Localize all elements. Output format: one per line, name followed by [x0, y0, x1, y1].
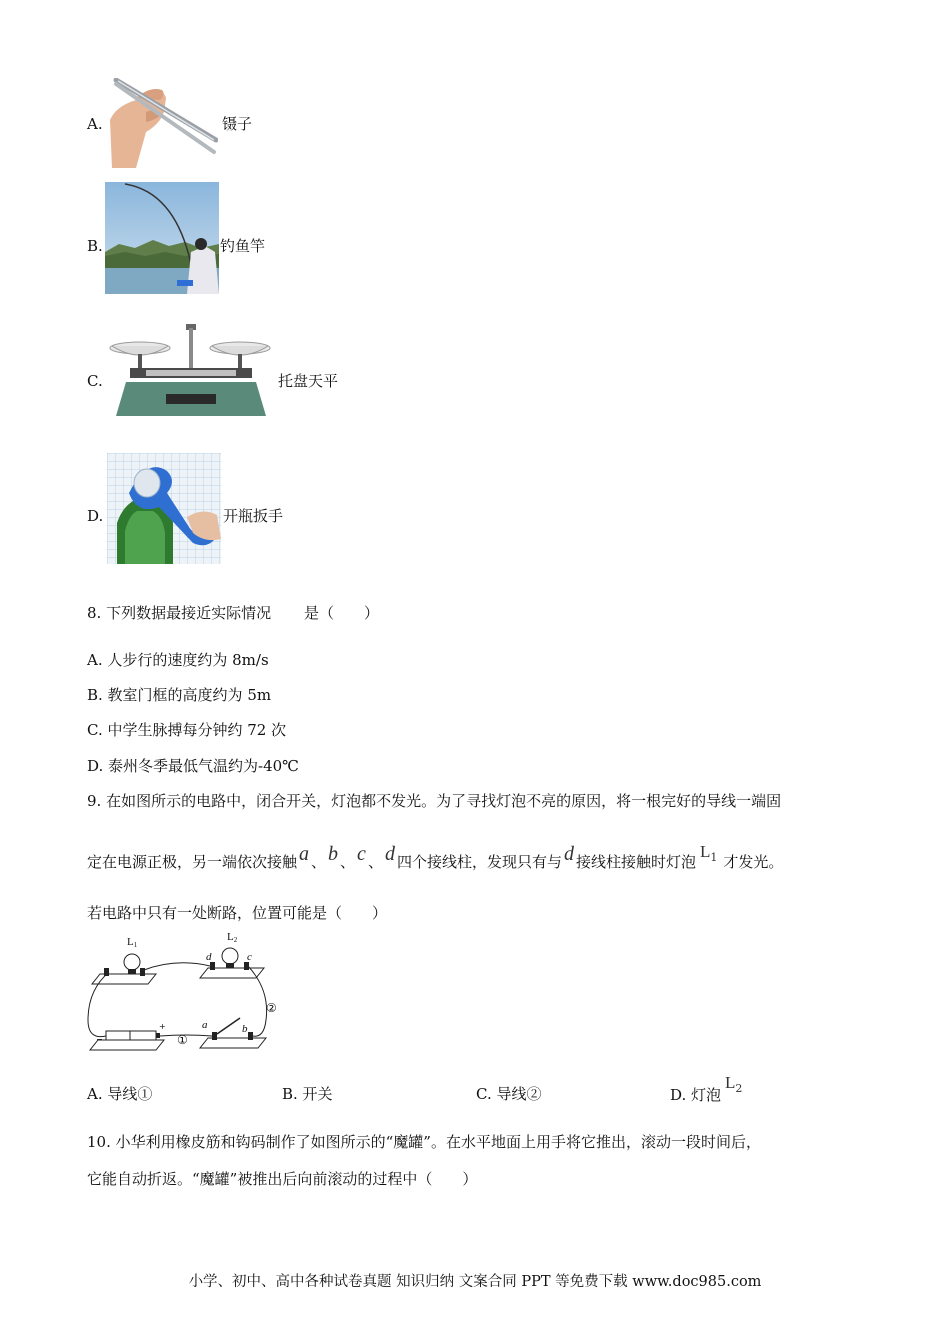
lamp-subscript: 2 — [735, 1082, 743, 1095]
svg-text:L2 — [227, 931, 238, 944]
wire-1-label: ① — [177, 1033, 188, 1047]
terminal-c-var: c — [357, 843, 366, 865]
terminal-a-label: a — [202, 1019, 208, 1031]
option-label: 镊子 — [222, 115, 253, 133]
option-d — [670, 1072, 742, 1106]
option-label: 钓鱼竿 — [220, 237, 266, 255]
question-stem-line1: 10. 小华利用橡皮筋和钩码制作了如图所示的“魔罐”。在水平地面上用手将它推出，滚动一段时间后， — [87, 1133, 761, 1151]
option-b: B. 开关 — [282, 1085, 333, 1103]
terminal-d-var: d — [563, 843, 574, 865]
option-letter: A. — [87, 115, 103, 133]
stem-text: 才发光。 — [723, 853, 784, 871]
circuit-diagram — [80, 930, 280, 1060]
l2-label: L — [227, 931, 234, 943]
lamp-subscript: 1 — [710, 851, 718, 864]
terminal-c-label: c — [247, 951, 252, 963]
separator: 、 — [340, 853, 356, 871]
balance-scale-image — [106, 322, 276, 417]
question-stem: 8. 下列数据最接近实际情况 — [87, 604, 272, 622]
stem-text: 四个接线柱，发现只有与 — [396, 853, 562, 871]
option-c: C. 导线② — [476, 1085, 542, 1103]
terminal-d-label: d — [206, 951, 212, 963]
option-label: 开瓶扳手 — [223, 507, 284, 525]
lamp-symbol: L — [725, 1073, 736, 1092]
terminal-b-var: b — [328, 843, 339, 865]
battery-positive-label: + — [159, 1022, 166, 1031]
page-footer: 小学、初中、高中各种试卷真题 知识归纳 文案合同 PPT 等免费下载 www.doc985.com — [188, 1274, 762, 1290]
option-a: A. 人步行的速度约为 8m/s — [87, 651, 269, 669]
battery-negative-label: − — [96, 1035, 103, 1044]
option-label: 托盘天平 — [278, 372, 339, 390]
separator: 、 — [311, 853, 327, 871]
option-d-text: D. 灯泡 — [670, 1086, 722, 1104]
lamp-symbol: L — [699, 842, 711, 861]
option-letter: C. — [87, 372, 103, 390]
question-stem-line3: 若电路中只有一处断路，位置可能是（ ） — [87, 904, 388, 922]
option-a: A. 导线① — [87, 1085, 153, 1103]
l1-subscript: 1 — [133, 941, 138, 949]
terminal-a-var: a — [299, 843, 310, 865]
terminal-d-var: d — [384, 843, 395, 865]
option-letter: D. — [87, 507, 104, 525]
terminal-b-label: b — [242, 1023, 248, 1035]
option-b: B. 教室门框的高度约为 5m — [87, 686, 272, 704]
stem-text: 定在电源正极，另一端依次接触 — [87, 853, 298, 871]
l1-label: L — [127, 936, 134, 948]
stem-text: 接线柱接触时灯泡 — [575, 853, 696, 871]
question-stem-end: 是（ ） — [304, 604, 380, 622]
option-letter: B. — [87, 237, 103, 255]
wire-2-label: ② — [266, 1001, 277, 1015]
fishing-rod-image — [105, 182, 219, 294]
question-stem-line2: 它能自动折返。“魔罐”被推出后向前滚动的过程中（ ） — [87, 1170, 478, 1188]
question-stem-line2 — [87, 844, 783, 878]
svg-text:L1 — [127, 936, 138, 949]
bottle-opener-image — [107, 453, 221, 564]
l2-subscript: 2 — [233, 936, 238, 944]
separator: 、 — [367, 853, 383, 871]
option-d: D. 泰州冬季最低气温约为-40℃ — [87, 757, 299, 775]
tweezers-image — [106, 78, 218, 168]
question-stem-line1: 9. 在如图所示的电路中，闭合开关，灯泡都不发光。为了寻找灯泡不亮的原因，将一根完好的导线一端固 — [87, 792, 782, 810]
option-c: C. 中学生脉搏每分钟约 72 次 — [87, 721, 287, 739]
